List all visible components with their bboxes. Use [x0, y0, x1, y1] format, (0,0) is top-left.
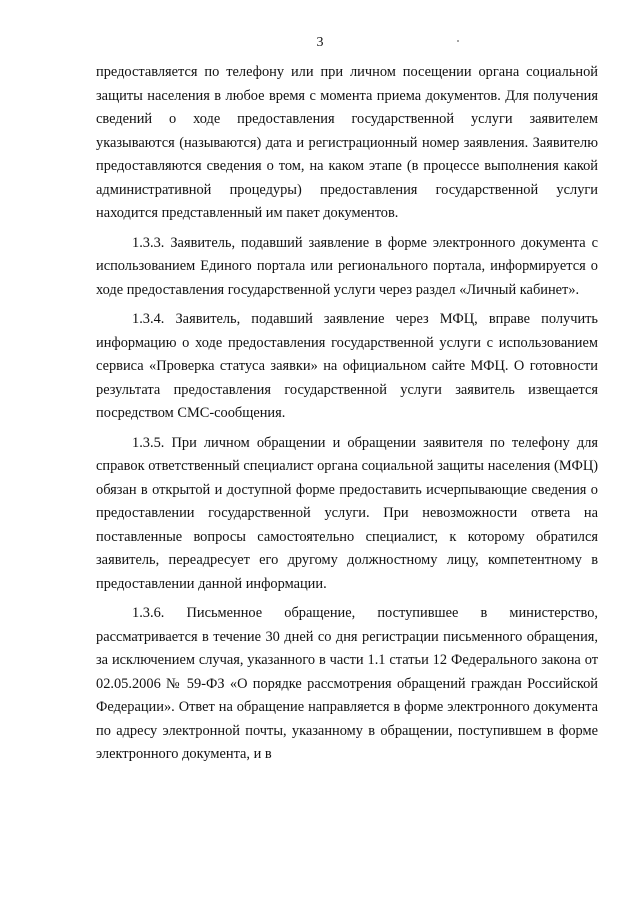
- page-number: 3: [316, 35, 324, 50]
- scan-speck: [457, 40, 459, 42]
- document-body: [96, 61, 598, 773]
- paragraph-1-3-4: 1.3.4. Заявитель, подавший заявление через МФЦ, вправе получить информацию о ходе предоставления государственной услуги с использованием сервиса «Проверка статуса заявки» на официальном сайте МФЦ. О готовности результата предоставления государственной услуги заявитель извещается посредством СМС-сообщения.: [96, 311, 598, 421]
- paragraph-1-3-6: 1.3.6. Письменное обращение, поступившее в министерство, рассматривается в течение 30 дней со дня регистрации письменного обращения, за исключением случая, указанного в части 1.1 статьи 12 Федерального закона от 02.05.2006 № 59-ФЗ «О порядке рассмотрения обращений граждан Российской Федерации». Ответ на обращение направляется в форме электронного документа по адресу электронной почты, указанному в обращении, поступившем в форме электронного документа, и в: [96, 605, 598, 762]
- paragraph-1-3-5: 1.3.5. При личном обращении и обращении заявителя по телефону для справок ответственный специалист органа социальной защиты населения (МФЦ) обязан в открытой и доступной форме предоставить исчерпывающие сведения о предоставлении государственной услуги. При невозможности ответа на поставленные вопросы самостоятельно специалист, к которому обратился заявитель, переадресует его другому должностному лицу, компетентному в предоставлении данной информации.: [96, 434, 598, 592]
- paragraph-continuation: предоставляется по телефону или при личном посещении органа социальной защиты населения в любое время с момента приема документов. Для получения сведений о ходе предоставления государственной услуги заявителем указываются (называются) дата и регистрационный номер заявления. Заявителю предоставляются сведения о том, на каком этапе (в процессе выполнения какой административной процедуры) предоставления государственной услуги находится представленный им пакет документов.: [96, 64, 598, 221]
- paragraph-1-3-3: 1.3.3. Заявитель, подавший заявление в форме электронного документа с использованием Единого портала или регионального портала, информируется о ходе предоставления государственной услуги через раздел «Личный кабинет».: [96, 234, 598, 298]
